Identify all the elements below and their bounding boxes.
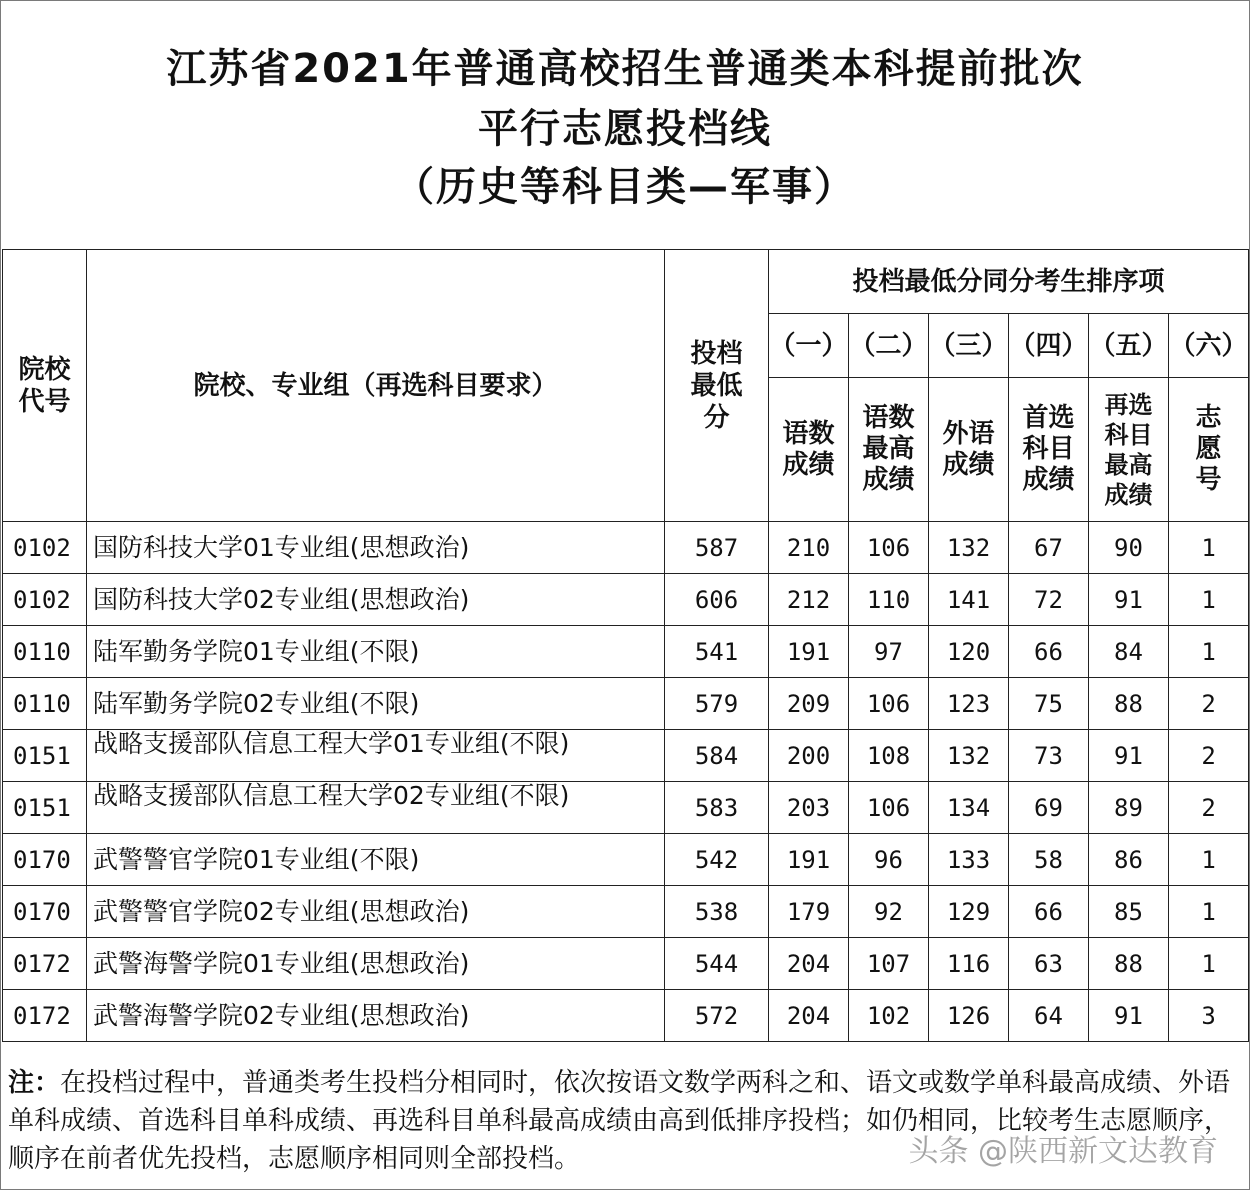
header-order-1: （一） xyxy=(769,314,849,378)
cell-c3: 116 xyxy=(929,938,1009,990)
cell-c2: 106 xyxy=(849,522,929,574)
cell-school: 战略支援部队信息工程大学01专业组(不限) xyxy=(87,730,665,782)
cell-code: 0102 xyxy=(3,522,87,574)
cell-c1: 203 xyxy=(769,782,849,834)
cell-code: 0170 xyxy=(3,886,87,938)
cell-school: 武警海警学院02专业组(思想政治) xyxy=(87,990,665,1042)
cell-c1: 191 xyxy=(769,626,849,678)
header-sub-4: 首选科目成绩 xyxy=(1009,378,1089,522)
cell-score: 544 xyxy=(665,938,769,990)
cell-c5: 89 xyxy=(1089,782,1169,834)
cell-code: 0172 xyxy=(3,938,87,990)
cell-c4: 67 xyxy=(1009,522,1089,574)
title-line-3: （历史等科目类—军事） xyxy=(394,164,856,210)
header-order-5: （五） xyxy=(1089,314,1169,378)
cell-c4: 66 xyxy=(1009,626,1089,678)
cell-c4: 64 xyxy=(1009,990,1089,1042)
cell-c3: 120 xyxy=(929,626,1009,678)
cell-c5: 91 xyxy=(1089,730,1169,782)
cell-school: 陆军勤务学院01专业组(不限) xyxy=(87,626,665,678)
cell-school: 国防科技大学02专业组(思想政治) xyxy=(87,574,665,626)
cell-c3: 133 xyxy=(929,834,1009,886)
cell-c1: 204 xyxy=(769,990,849,1042)
table-row xyxy=(3,990,1249,1042)
cell-score: 584 xyxy=(665,730,769,782)
table-row xyxy=(3,886,1249,938)
table-row xyxy=(3,574,1249,626)
cell-c2: 110 xyxy=(849,574,929,626)
footnote-text: 在投档过程中，普通类考生投档分相同时，依次按语文数学两科之和、语文或数学单科最高成绩、外语单科成绩、首选科目单科成绩、再选科目单科最高成绩由高到低排序投档；如仍相同，比较考生志愿顺序，顺序在前者优先投档，志愿顺序相同则全部投档。 xyxy=(8,1068,1231,1174)
cell-c5: 86 xyxy=(1089,834,1169,886)
cell-c5: 84 xyxy=(1089,626,1169,678)
cell-c6: 1 xyxy=(1169,626,1249,678)
cell-c6: 1 xyxy=(1169,574,1249,626)
cell-c1: 210 xyxy=(769,522,849,574)
cell-code: 0110 xyxy=(3,678,87,730)
cell-code: 0172 xyxy=(3,990,87,1042)
cell-c2: 108 xyxy=(849,730,929,782)
cell-school: 国防科技大学01专业组(思想政治) xyxy=(87,522,665,574)
cell-c4: 66 xyxy=(1009,886,1089,938)
cell-c6: 1 xyxy=(1169,834,1249,886)
header-sub-1: 语数成绩 xyxy=(769,378,849,522)
admission-score-table xyxy=(2,249,1249,1042)
cell-c3: 134 xyxy=(929,782,1009,834)
header-ranking-title: 投档最低分同分考生排序项 xyxy=(769,250,1249,314)
cell-c6: 1 xyxy=(1169,938,1249,990)
title-line-1: 江苏省2021年普通高校招生普通类本科提前批次 xyxy=(166,46,1084,92)
cell-c2: 97 xyxy=(849,626,929,678)
table-row xyxy=(3,678,1249,730)
cell-c1: 212 xyxy=(769,574,849,626)
table-row xyxy=(3,834,1249,886)
cell-c6: 2 xyxy=(1169,782,1249,834)
cell-c6: 1 xyxy=(1169,522,1249,574)
cell-c5: 88 xyxy=(1089,678,1169,730)
cell-c4: 58 xyxy=(1009,834,1089,886)
cell-school: 战略支援部队信息工程大学02专业组(不限) xyxy=(87,782,665,834)
header-sub-6: 志愿号 xyxy=(1169,378,1249,522)
cell-c5: 91 xyxy=(1089,990,1169,1042)
cell-score: 579 xyxy=(665,678,769,730)
header-order-4: （四） xyxy=(1009,314,1089,378)
header-order-6: （六） xyxy=(1169,314,1249,378)
cell-score: 606 xyxy=(665,574,769,626)
cell-c3: 123 xyxy=(929,678,1009,730)
cell-c6: 2 xyxy=(1169,678,1249,730)
cell-c3: 132 xyxy=(929,730,1009,782)
cell-score: 587 xyxy=(665,522,769,574)
cell-c2: 92 xyxy=(849,886,929,938)
cell-school: 武警警官学院01专业组(不限) xyxy=(87,834,665,886)
header-sub-5: 再选科目最高成绩 xyxy=(1089,378,1169,522)
table-row xyxy=(3,730,1249,782)
cell-score: 583 xyxy=(665,782,769,834)
cell-c4: 73 xyxy=(1009,730,1089,782)
cell-code: 0110 xyxy=(3,626,87,678)
document-title xyxy=(0,0,1250,248)
watermark: 头条 @陕西新文达教育 xyxy=(908,1134,1218,1169)
cell-c3: 132 xyxy=(929,522,1009,574)
cell-c1: 191 xyxy=(769,834,849,886)
table-row xyxy=(3,938,1249,990)
cell-c1: 179 xyxy=(769,886,849,938)
cell-c1: 209 xyxy=(769,678,849,730)
cell-score: 572 xyxy=(665,990,769,1042)
cell-code: 0170 xyxy=(3,834,87,886)
cell-c2: 106 xyxy=(849,678,929,730)
cell-c6: 1 xyxy=(1169,886,1249,938)
cell-c2: 96 xyxy=(849,834,929,886)
cell-school: 武警警官学院02专业组(思想政治) xyxy=(87,886,665,938)
header-order-2: （二） xyxy=(849,314,929,378)
cell-c3: 129 xyxy=(929,886,1009,938)
cell-c4: 63 xyxy=(1009,938,1089,990)
cell-c5: 85 xyxy=(1089,886,1169,938)
cell-c4: 72 xyxy=(1009,574,1089,626)
cell-c5: 90 xyxy=(1089,522,1169,574)
cell-code: 0102 xyxy=(3,574,87,626)
title-line-2: 平行志愿投档线 xyxy=(478,106,772,152)
cell-c5: 91 xyxy=(1089,574,1169,626)
header-order-3: （三） xyxy=(929,314,1009,378)
cell-c4: 69 xyxy=(1009,782,1089,834)
cell-code: 0151 xyxy=(3,782,87,834)
cell-c1: 204 xyxy=(769,938,849,990)
cell-code: 0151 xyxy=(3,730,87,782)
header-sub-3: 外语成绩 xyxy=(929,378,1009,522)
cell-c6: 2 xyxy=(1169,730,1249,782)
cell-c2: 102 xyxy=(849,990,929,1042)
cell-c3: 126 xyxy=(929,990,1009,1042)
cell-c1: 200 xyxy=(769,730,849,782)
header-min-score: 投档最低分 xyxy=(665,250,769,522)
header-school: 院校、专业组（再选科目要求） xyxy=(87,250,665,522)
cell-score: 541 xyxy=(665,626,769,678)
table-row xyxy=(3,782,1249,834)
cell-score: 538 xyxy=(665,886,769,938)
cell-c2: 107 xyxy=(849,938,929,990)
cell-c3: 141 xyxy=(929,574,1009,626)
cell-c6: 3 xyxy=(1169,990,1249,1042)
cell-school: 陆军勤务学院02专业组(不限) xyxy=(87,678,665,730)
header-sub-2: 语数最高成绩 xyxy=(849,378,929,522)
cell-c4: 75 xyxy=(1009,678,1089,730)
cell-score: 542 xyxy=(665,834,769,886)
table-row xyxy=(3,626,1249,678)
cell-c5: 88 xyxy=(1089,938,1169,990)
cell-school: 武警海警学院01专业组(思想政治) xyxy=(87,938,665,990)
table-row xyxy=(3,522,1249,574)
header-code: 院校代号 xyxy=(3,250,87,522)
footnote-label: 注： xyxy=(8,1068,61,1098)
cell-c2: 106 xyxy=(849,782,929,834)
